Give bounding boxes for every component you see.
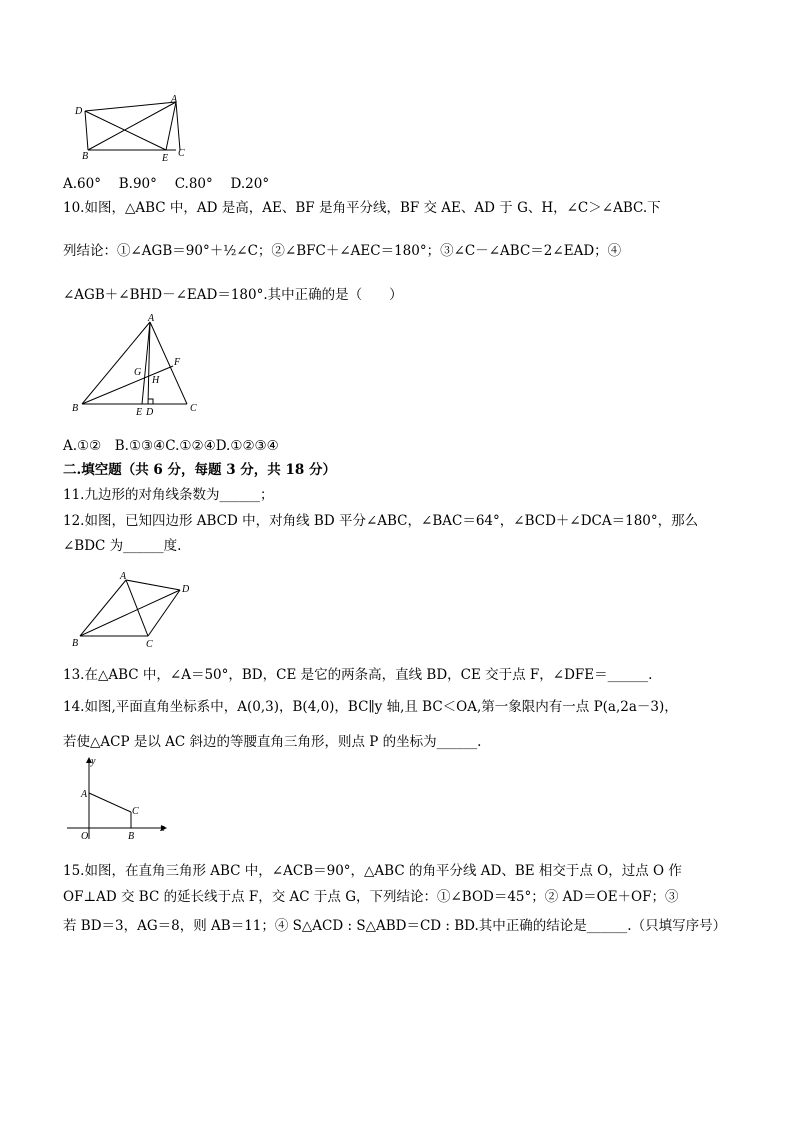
q12-line2: ∠BDC 为______度.: [63, 538, 182, 554]
q12-label-c: C: [146, 639, 153, 650]
q14-label-c: C: [132, 806, 139, 817]
q10-options: A.①② B.①③④C.①②④D.①②③④: [63, 438, 279, 454]
q9-figure: [70, 95, 200, 165]
q9-label-d: D: [75, 106, 83, 117]
q15-line2: OF⊥AD 交 BC 的延长线于点 F，交 AC 于点 G，下列结论：①∠BOD＝45°；② AD＝OE＋OF；③: [63, 889, 679, 905]
q12-label-b: B: [72, 638, 79, 649]
q10-label-a: A: [148, 313, 155, 324]
q9-options: A.60° B.90° C.80° D.20°: [63, 176, 270, 192]
q12-label-d: D: [182, 584, 190, 595]
q9-label-e: E: [162, 153, 169, 164]
q10-line2: 列结论：①∠AGB＝90°＋½∠C；②∠BFC＋∠AEC＝180°；③∠C－∠ABC＝2∠EAD；④: [63, 243, 622, 259]
q14-line1: 14.如图,平面直角坐标系中，A(0,3)，B(4,0)，BC∥y 轴,且 BC＜OA,第一象限内有一点 P(a,2a－3)，: [63, 699, 678, 715]
q12-figure: [70, 568, 200, 650]
q9-label-b: B: [82, 151, 89, 162]
q9-label-c: C: [178, 148, 185, 159]
q10-line1: 10.如图，△ABC 中，AD 是高，AE、BF 是角平分线，BF 交 AE、AD 于 G、H，∠C＞∠ABC.下: [63, 200, 661, 216]
q10-label-c: C: [190, 403, 197, 414]
q14-label-a: A: [81, 789, 88, 800]
q11-text: 11.九边形的对角线条数为______；: [63, 487, 274, 503]
q13-text: 13.在△ABC 中，∠A＝50°，BD，CE 是它的两条高，直线 BD，CE 交于点 F，∠DFE＝______.: [63, 667, 653, 683]
q14-label-y: y: [91, 756, 96, 767]
q10-label-h: H: [152, 375, 160, 386]
q10-label-e: E: [136, 407, 143, 418]
q10-label-g: G: [134, 367, 142, 378]
section-fill-in-title: 二.填空题（共 6 分，每题 3 分，共 18 分）: [63, 462, 336, 478]
q12-label-a: A: [120, 571, 127, 582]
q10-label-d: D: [146, 407, 154, 418]
q15-line3: 若 BD＝3，AG＝8，则 AB＝11；④ S△ACD : S△ABD＝CD : BD.其中正确的结论是______.（只填写序号）: [63, 918, 727, 934]
q14-label-x: x: [160, 823, 165, 834]
q14-figure: [65, 755, 175, 843]
q12-line1: 12.如图，已知四边形 ABCD 中，对角线 BD 平分∠ABC，∠BAC＝64°，∠BCD＋∠DCA＝180°，那么: [63, 513, 699, 529]
q10-label-f: F: [174, 357, 181, 368]
q14-label-b: B: [128, 831, 135, 842]
q10-line3: ∠AGB＋∠BHD－∠EAD＝180°.其中正确的是（ ）: [63, 287, 403, 303]
q9-label-a: A: [171, 95, 178, 105]
q14-label-o: O: [81, 831, 89, 842]
q10-label-b: B: [72, 403, 79, 414]
q10-figure: [70, 312, 210, 422]
q15-line1: 15.如图，在直角三角形 ABC 中，∠ACB＝90°，△ABC 的角平分线 AD、BE 相交于点 O，过点 O 作: [63, 863, 682, 879]
q14-line2: 若使△ACP 是以 AC 斜边的等腰直角三角形，则点 P 的坐标为______.: [63, 734, 482, 750]
